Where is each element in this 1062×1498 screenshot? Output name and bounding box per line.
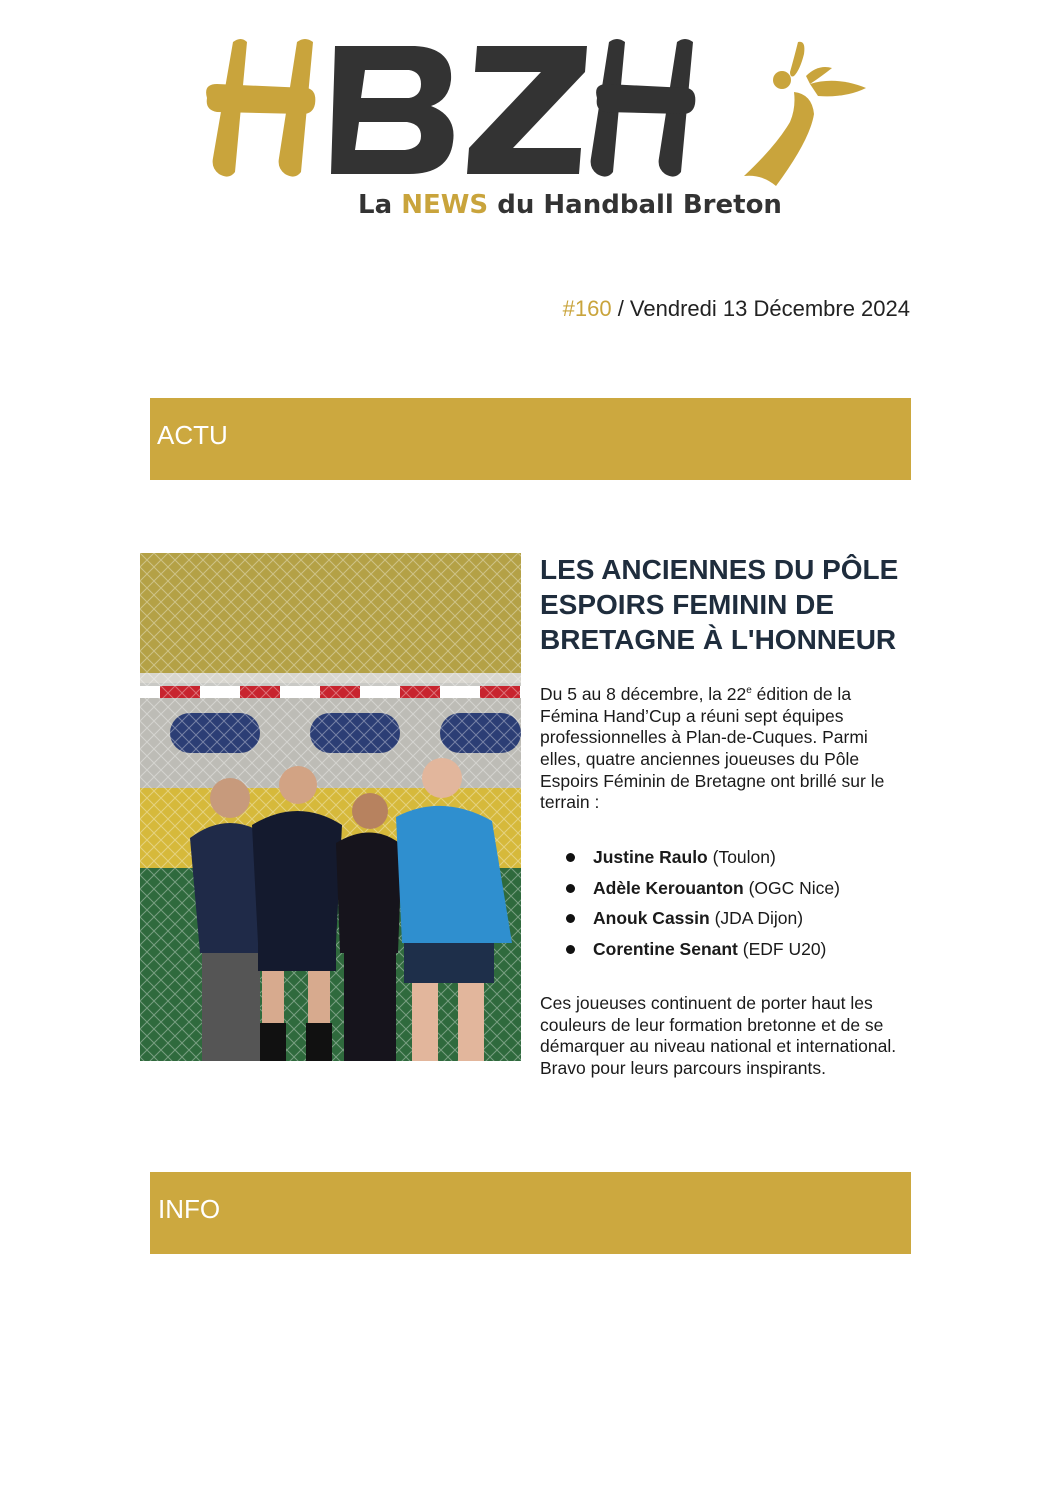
hbzh-logo-letters [195, 32, 795, 182]
list-item: Justine Raulo (Toulon) [566, 845, 840, 876]
issue-number: #160 [562, 296, 612, 321]
section-title-actu: ACTU [157, 420, 228, 450]
section-bar-info [150, 1172, 911, 1254]
bullet-icon [566, 945, 575, 954]
bullet-icon [566, 853, 575, 862]
list-item: Adèle Kerouanton (OGC Nice) [566, 876, 840, 907]
bullet-icon [566, 914, 575, 923]
article-intro: Du 5 au 8 décembre, la 22e édition de la Fémina Hand’Cup a réuni sept équipes professionnelles à Plan-de-Cuques. Parmi elles, quatre anciennes joueuses du Pôle Espoirs Féminin de Bretagne ont brillé sur le terrain : [540, 683, 885, 813]
players-photo-illustration [140, 553, 521, 1061]
masthead-logo [195, 32, 867, 222]
section-title-info: INFO [158, 1194, 221, 1224]
list-item: Corentine Senant (EDF U20) [566, 937, 840, 968]
article-photo [140, 553, 521, 1061]
issue-date: / Vendredi 13 Décembre 2024 [617, 296, 910, 321]
logo-tagline: La NEWS du Handball Breton [358, 190, 782, 220]
issue-line [563, 296, 910, 322]
list-item: Anouk Cassin (JDA Dijon) [566, 906, 840, 937]
article-title: LES ANCIENNES DU PÔLE ESPOIRS FEMININ DE BRETAGNE À L'HONNEUR [540, 554, 899, 655]
article-conclusion: Ces joueuses continuent de porter haut les couleurs de leur formation bretonne et de se démarquer au niveau national et international. Bravo pour leurs parcours inspirants. [540, 993, 897, 1079]
section-bar-actu [150, 398, 911, 480]
handball-player-icon [740, 36, 870, 186]
bullet-icon [566, 884, 575, 893]
player-list [566, 845, 840, 968]
